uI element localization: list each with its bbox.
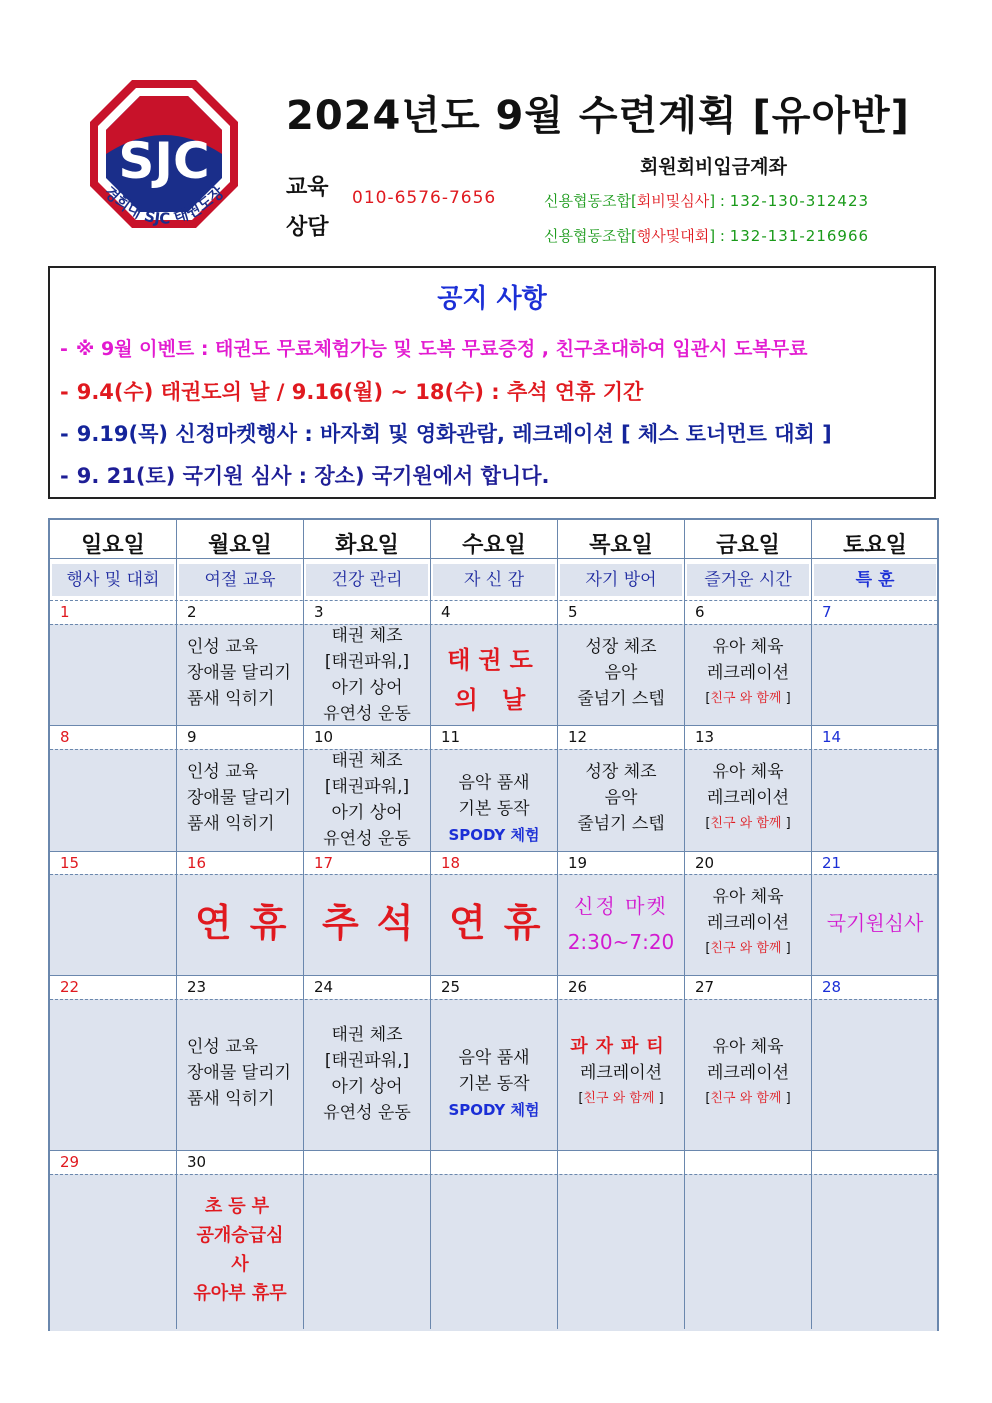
date-number: 27 bbox=[695, 978, 715, 996]
date-number: 3 bbox=[314, 603, 324, 621]
notice-line-3: - 9.19(목) 신정마켓행사 : 바자회 및 영화관람, 레크레이션 [ 체스 토너먼트 대회 ] bbox=[60, 422, 832, 446]
calendar bbox=[48, 518, 939, 1331]
fri-activities: 유아 체육 레크레이션 [친구 와 함께 ] bbox=[705, 1037, 791, 1106]
mon-activities: 인성 교육 장애물 달리기 품새 익히기 bbox=[187, 762, 291, 834]
date-number: 19 bbox=[568, 854, 588, 872]
day-header-fri: 금요일 bbox=[716, 533, 780, 558]
subject-sun: 행사 및 대회 bbox=[52, 564, 174, 596]
date-number: 12 bbox=[568, 728, 588, 746]
date-number: 21 bbox=[822, 854, 842, 872]
mon-activities: 인성 교육 장애물 달리기 품새 익히기 bbox=[187, 637, 291, 709]
chuseok-label: 추석 bbox=[322, 901, 432, 945]
notice-line-1: - ※ 9월 이벤트 : 태권도 무료체험가능 및 도복 무료증정 , 친구초대하여 입관시 도복무료 bbox=[60, 338, 808, 360]
date-number: 25 bbox=[441, 978, 461, 996]
day-header-wed: 수요일 bbox=[462, 533, 526, 558]
notice-line-4: - 9. 21(토) 국기원 심사 : 장소) 국기원에서 합니다. bbox=[60, 464, 550, 488]
date-number: 22 bbox=[60, 978, 80, 996]
thu-activities: 과자파티 레크레이션 [친구 와 함께 ] bbox=[558, 1034, 684, 1112]
subject-mon: 여절 교육 bbox=[179, 564, 301, 596]
date-number: 4 bbox=[441, 603, 451, 621]
subject-tue: 건강 관리 bbox=[306, 564, 428, 596]
date-number: 23 bbox=[187, 978, 207, 996]
taekwondo-day: 태권도 의 날 bbox=[447, 646, 541, 714]
shinjeong-market: 신정 마켓 2:30~7:20 bbox=[567, 894, 675, 954]
tue-activities: 태권 체조 [태권파워,] 아기 상어 유연성 운동 bbox=[323, 751, 411, 849]
date-number: 5 bbox=[568, 603, 578, 621]
fri-activities: 유아 체육 레크레이션 [친구 와 함께 ] bbox=[705, 887, 791, 956]
subject-fri: 즐거운 시간 bbox=[687, 564, 809, 596]
date-number: 15 bbox=[60, 854, 80, 872]
date-number: 17 bbox=[314, 854, 334, 872]
holiday-label: 연휴 bbox=[195, 901, 305, 945]
notice-line-2: - 9.4(수) 태권도의 날 / 9.16(월) ~ 18(수) : 추석 연휴 기간 bbox=[60, 380, 644, 404]
wed-activities: 음악 품새 기본 동작 SPODY 체험 bbox=[448, 773, 540, 844]
day-header-mon: 월요일 bbox=[208, 533, 272, 558]
fri-activities: 유아 체육 레크레이션 [친구 와 함께 ] bbox=[705, 762, 791, 831]
tue-activities: 태권 체조 [태권파워,] 아기 상어 유연성 운동 bbox=[323, 1025, 411, 1123]
kukkiwon-exam: 국기원심사 bbox=[826, 911, 924, 935]
thu-activities: 성장 체조 음악 줄넘기 스텝 bbox=[577, 637, 665, 709]
mon30-activities: 초등부 공개승급심 사 유아부 휴무 bbox=[193, 1196, 287, 1304]
notice-box bbox=[48, 266, 936, 499]
date-number: 7 bbox=[822, 603, 832, 621]
logo-text: SJC bbox=[118, 132, 210, 190]
account-bracket: ] : bbox=[709, 192, 730, 210]
date-number: 6 bbox=[695, 603, 705, 621]
date-number: 18 bbox=[441, 854, 461, 872]
day-header-tue: 화요일 bbox=[335, 533, 399, 558]
account-title: 회원회비입금계좌 bbox=[640, 156, 787, 178]
edu-label-1: 교육 bbox=[286, 175, 329, 200]
date-number: 8 bbox=[60, 728, 70, 746]
subject-wed: 자 신 감 bbox=[433, 564, 555, 596]
date-number: 9 bbox=[187, 728, 197, 746]
date-number: 10 bbox=[314, 728, 334, 746]
date-number: 24 bbox=[314, 978, 334, 996]
account-bank: 신용협동조합[ bbox=[544, 192, 637, 210]
page-title: 2024년도 9월 수련계획 [유아반] bbox=[286, 93, 910, 139]
thu-activities: 성장 체조 음악 줄넘기 스텝 bbox=[577, 762, 665, 834]
day-header-thu: 목요일 bbox=[589, 533, 653, 558]
fri-activities: 유아 체육 레크레이션 [친구 와 함께 ] bbox=[705, 637, 791, 706]
day-header-sat: 토요일 bbox=[843, 533, 907, 558]
date-number: 28 bbox=[822, 978, 842, 996]
account-line-1 bbox=[544, 190, 869, 211]
subject-sat: 특 훈 bbox=[814, 564, 936, 596]
wed-activities: 음악 품새 기본 동작 SPODY 체험 bbox=[448, 1048, 540, 1119]
date-number: 30 bbox=[187, 1153, 207, 1171]
mon-activities: 인성 교육 장애물 달리기 품새 익히기 bbox=[187, 1037, 291, 1109]
date-number: 29 bbox=[60, 1153, 80, 1171]
date-number: 20 bbox=[695, 854, 715, 872]
date-number: 11 bbox=[441, 728, 461, 746]
date-number: 26 bbox=[568, 978, 588, 996]
day-header-sun: 일요일 bbox=[81, 533, 145, 558]
account-type: 회비및심사 bbox=[636, 192, 710, 210]
sjc-taekwondo-logo bbox=[88, 76, 240, 246]
tue-activities: 태권 체조 [태권파워,] 아기 상어 유연성 운동 bbox=[323, 626, 411, 724]
notice-title: 공지 사항 bbox=[437, 284, 547, 314]
date-number: 14 bbox=[822, 728, 842, 746]
subject-thu: 자기 방어 bbox=[560, 564, 682, 596]
date-number: 13 bbox=[695, 728, 715, 746]
account-number: 132-131-216966 bbox=[729, 227, 870, 245]
date-number: 2 bbox=[187, 603, 197, 621]
logo-ring-text: 경희대 SJC 태권도장 bbox=[100, 183, 228, 228]
account-number: 132-130-312423 bbox=[729, 192, 870, 210]
snack-party: 과자파티 bbox=[570, 1036, 672, 1057]
edu-label-2: 상담 bbox=[286, 215, 329, 240]
date-number: 16 bbox=[187, 854, 207, 872]
holiday-label: 연휴 bbox=[449, 901, 559, 945]
date-number: 1 bbox=[60, 603, 70, 621]
account-bracket: ] : bbox=[709, 227, 730, 245]
consult-phone: 010-6576-7656 bbox=[352, 188, 497, 208]
account-line-2 bbox=[544, 225, 869, 246]
account-type: 행사및대회 bbox=[636, 227, 710, 245]
account-bank: 신용협동조합[ bbox=[544, 227, 637, 245]
